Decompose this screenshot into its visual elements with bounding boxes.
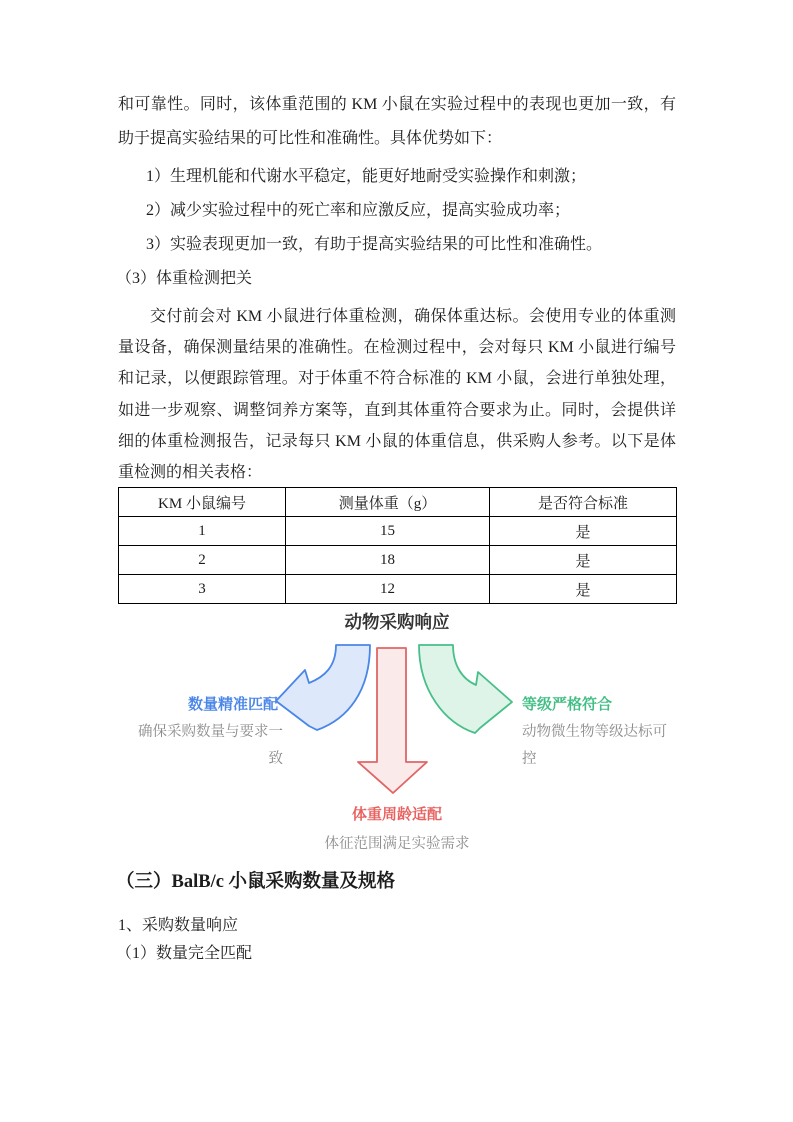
cell-standard: 是 — [490, 546, 677, 575]
list-item-advantage-3: 3）实验表现更加一致，有助于提高实验结果的可比性和准确性。 — [146, 236, 603, 253]
branch-label-weight-age: 体重周龄适配 — [351, 807, 442, 823]
cell-mouse-id: 3 — [119, 575, 286, 604]
col-header-weight: 测量体重（g） — [286, 488, 490, 517]
table-header-row — [119, 488, 677, 517]
curved-arrow-left-icon — [276, 645, 370, 730]
weight-measurement-table — [118, 487, 677, 604]
cell-standard: 是 — [490, 517, 677, 546]
subheading-quantity-match: （1）数量完全匹配 — [116, 945, 253, 962]
cell-mouse-id: 2 — [119, 546, 286, 575]
diagram-title: 动物采购响应 — [344, 612, 450, 632]
branch-label-quantity: 数量精准匹配 — [187, 697, 278, 713]
branch-label-grade: 等级严格符合 — [522, 697, 613, 713]
col-header-mouse-id: KM 小鼠编号 — [119, 488, 286, 517]
subheading-weight-check: （3）体重检测把关 — [116, 270, 253, 287]
table-row — [119, 575, 677, 604]
cell-weight: 18 — [286, 546, 490, 575]
branch-desc-weight-age: 体征范围满足实验需求 — [324, 836, 470, 852]
paragraph-weight-advantages: 和可靠性。同时，该体重范围的 KM 小鼠在实验过程中的表现也更加一致，有助于提高实验结果的可比性和准确性。具体优势如下： — [118, 96, 676, 147]
procurement-response-diagram — [118, 605, 676, 863]
branch-desc-quantity: 确保采购数量与要求一致 — [138, 724, 283, 767]
col-header-standard: 是否符合标准 — [490, 488, 677, 517]
list-item-advantage-2: 2）减少实验过程中的死亡率和应激反应，提高实验成功率； — [146, 202, 571, 219]
subheading-procurement-quantity: 1、采购数量响应 — [118, 917, 239, 934]
list-item-advantage-1: 1）生理机能和代谢水平稳定，能更好地耐受实验操作和刺激； — [146, 168, 587, 185]
cell-weight: 12 — [286, 575, 490, 604]
curved-arrow-right-icon — [419, 645, 512, 733]
cell-standard: 是 — [490, 575, 677, 604]
branch-desc-grade: 动物微生物等级达标可控 — [522, 724, 667, 767]
heading-balbc-section: （三）BalB/c 小鼠采购数量及规格 — [116, 872, 396, 892]
table-row — [119, 517, 677, 546]
paragraph-weight-check-detail: 交付前会对 KM 小鼠进行体重检测，确保体重达标。会使用专业的体重测量设备，确保测量结果的准确性。在检测过程中，会对每只 KM 小鼠进行编号和记录，以便跟踪管理。对于体重不符合标准的 KM 小鼠，会进行单独处理，如进一步观察、调整饲养方案等，直到其体重符合要求为止。同时，会提供详细的体重检测报告，记录每只 KM 小鼠的体重信息，供采购人参考。以下是体重检测的相关表格： — [118, 308, 676, 482]
cell-weight: 15 — [286, 517, 490, 546]
table-row — [119, 546, 677, 575]
cell-mouse-id: 1 — [119, 517, 286, 546]
